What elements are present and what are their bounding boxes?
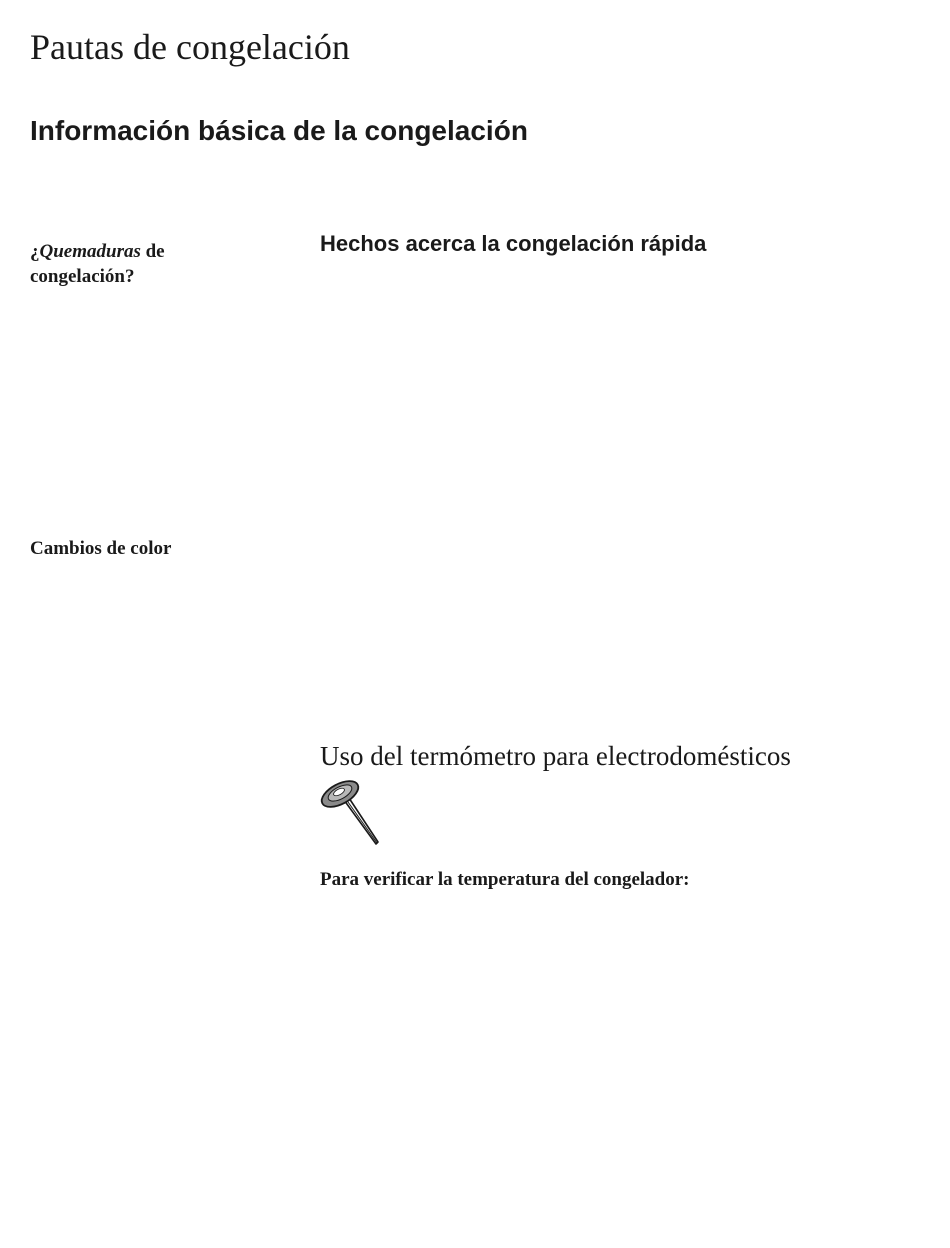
pushpin-icon: [318, 778, 384, 850]
section-title: Información básica de la congelación: [30, 115, 528, 146]
quick-freeze-heading: Hechos acerca la congelación rápida: [320, 231, 707, 256]
frost-burn-suffix: de congelación?: [30, 241, 165, 287]
page-title: Pautas de congelación: [30, 27, 350, 67]
sidebar-heading-color-changes: Cambios de color: [30, 538, 172, 559]
frost-burn-italic: Quemaduras: [39, 241, 141, 262]
frost-burn-prefix: ¿: [30, 241, 40, 262]
verify-freezer-temperature-label: Para verificar la temperatura del congelador:: [320, 869, 690, 890]
sidebar-heading-frost-burn: [30, 240, 250, 289]
thermometer-heading: Uso del termómetro para electrodomésticos: [320, 741, 791, 771]
